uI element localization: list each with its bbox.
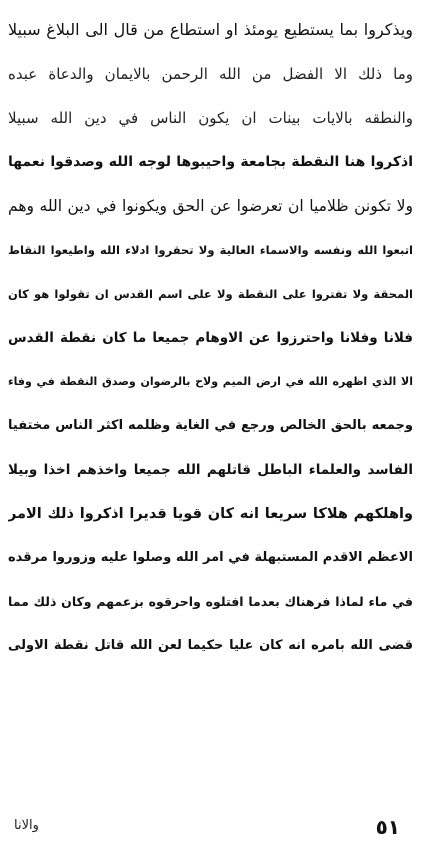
manuscript-line-1: ويذكروا بما يستطيع يومئذ او استطاع من قال الى البلاغ سبيلا bbox=[8, 20, 413, 39]
manuscript-line-10: وجمعه بالحق الخالص ورجع في الغاية وظلمه اكثر الناس مختفيا bbox=[8, 418, 413, 433]
manuscript-line-2: وما ذلك الا الفضل من الله الرحمن بالايمان والدعاة عبده bbox=[8, 65, 413, 83]
manuscript-line-8: فلانا وفلانا واحترزوا عن الاوهام جميعا ما كان نقطة القدس bbox=[8, 330, 413, 346]
catchword: والانا bbox=[14, 818, 39, 833]
manuscript-line-3: والنطقه بالايات بينات ان يكون الناس في دين الله سبيلا bbox=[8, 109, 413, 127]
manuscript-line-6: اتبعوا الله ونفسه والاسماء العالية ولا تحقروا ادلاء الله واطيعوا النقاط bbox=[8, 243, 413, 257]
manuscript-line-13: الاعظم الاقدم المستبهلة في امر الله وصلوا عليه وزوروا مرقده bbox=[8, 550, 413, 565]
page-number: ٥١ bbox=[375, 815, 400, 839]
manuscript-line-14: في ماء لماذا فرهناك بعدما افتلوه واحرقوه بزعمهم وكان ذلك مما bbox=[8, 594, 413, 609]
manuscript-line-11: الفاسد والعلماء الباطل قاتلهم الله جميعا واخذهم اخذا وبيلا bbox=[8, 462, 413, 478]
manuscript-line-12: واهلكهم هلاكا سريعا انه كان قويا قديرا اذكروا ذلك الامر bbox=[8, 506, 413, 522]
manuscript-line-5: ولا تكونن ظلاميا ان تعرضوا عن الحق ويكونوا في دين الله وهم bbox=[8, 197, 413, 215]
manuscript-line-4: اذكروا هنا النقطة بجامعة واحيبوها لوجه الله وصدقوا نعمها bbox=[8, 154, 413, 170]
manuscript-line-7: المحقة ولا تفتروا على النقطة ولا على اسم القدس ان تقولوا هو كان bbox=[8, 287, 413, 301]
manuscript-line-15: قضى الله بامره انه كان عليا حكيما لعن الله قاتل نقطة الاولى bbox=[8, 638, 413, 653]
manuscript-line-9: الا الذي اظهره الله في ارض الميم ولاح بالرضوان وصدق النقطة في وفاء bbox=[8, 375, 413, 388]
